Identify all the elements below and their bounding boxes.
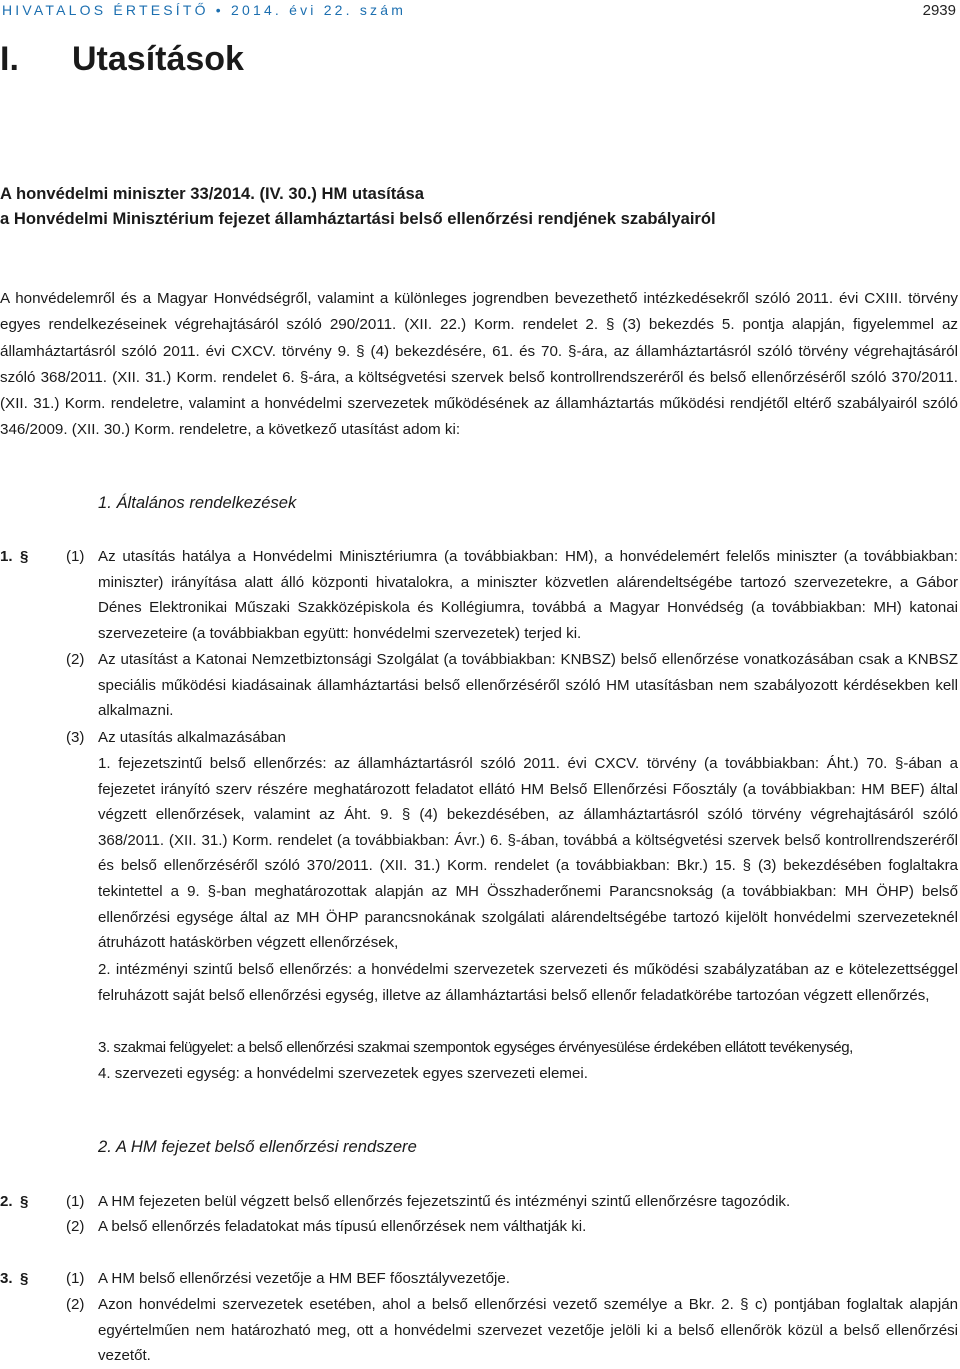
document-title-line-1: A honvédelmi miniszter 33/2014. (IV. 30.) HM utasítása bbox=[0, 184, 424, 203]
subsection-text: Az utasítás hatálya a Honvédelmi Minisztériumra (a továbbiakban: HM), a honvédelemért felelős miniszter (a továbbiakban: miniszter) irányítása alatt álló központi hivatalokra, a miniszter közvetlen alárendeltségébe tartozó szervezetekre, a Gábor Dénes Elektronikai Műszaki Szakközépiskola és Kollégiumra, továbbá a Magyar Honvédség (a továbbiakban: MH) katonai szervezeteire (a továbbiakban együtt: honvédelmi szervezetek) terjed ki. bbox=[98, 548, 958, 642]
subsection-text: Azon honvédelmi szervezetek esetében, ahol a belső ellenőrzési vezető személye a Bkr. 2. § c) pontjában foglaltak alapján egyértelműen nem határozható meg, ott a honvédelmi szervezet vezetője jelöli ki a belső ellenőrök közül a belső ellenőrzési vezetőt. bbox=[98, 1296, 958, 1365]
section-heading-1: 1. Általános rendelkezések bbox=[98, 493, 297, 512]
subsection-text: A HM belső ellenőrzési vezetője a HM BEF főosztályvezetője. bbox=[98, 1270, 510, 1287]
paragraph-number: 1. bbox=[0, 548, 13, 565]
chapter-title: Utasítások bbox=[72, 40, 244, 78]
preamble: A honvédelemről és a Magyar Honvédségről, valamint a különleges jogrendben bevezethető intézkedésekről szóló 2011. évi CXIII. törvény egyes rendelkezéseinek végrehajtásáról szóló 290/2011. (XII. 22.) Korm. rendelet 2. § (3) bekezdés 5. pontja alapján, figyelemmel az államháztartásról szóló 2011. évi CXCV. törvény 9. § (4) bekezdésére, 61. és 70. §-ára, az államháztartásról szóló törvény végrehajtásáról szóló 368/2011. (XII. 31.) Korm. rendelet 6. §-ára, a költségvetési szervek belső kontrollrendszeréről és belső ellenőrzéséről szóló 370/2011. (XII. 31.) Korm. rendeletre, valamint a honvédelmi szervezetek működésének az államháztartás működési rendjétől eltérő szabályairól szóló 346/2009. (XII. 30.) Korm. rendeletre, a következő utasítást adom ki: bbox=[0, 290, 958, 439]
section-sign: § bbox=[20, 548, 29, 565]
section-sign: § bbox=[20, 1193, 29, 1210]
subsection-text: A HM fejezeten belül végzett belső ellenőrzés fejezetszintű és intézményi szintű ellenőrzésre tagozódik. bbox=[98, 1193, 791, 1210]
subsection-text: Az utasítás alkalmazásában bbox=[98, 729, 286, 746]
subsection-number: (1) bbox=[66, 548, 85, 565]
document-title bbox=[0, 181, 716, 231]
subsection-text: Az utasítást a Katonai Nemzetbiztonsági Szolgálat (a továbbiakban: KNBSZ) belső ellenőrzése vonatkozásában csak a KNBSZ speciális működési kiadásainak államháztartási belső ellenőrzéséről szóló HM utasításban nem szabályozott kérdésekben kell alkalmazni. bbox=[98, 651, 958, 720]
publication-header: HIVATALOS ÉRTESÍTŐ • 2014. évi 22. szám bbox=[2, 2, 407, 18]
subsection-text: A belső ellenőrzés feladatokat más típusú ellenőrzések nem válthatják ki. bbox=[98, 1218, 587, 1235]
definition-item-2: 2. intézményi szintű belső ellenőrzés: a honvédelmi szervezetek szervezeti és működési szabályzatában az e kötelezettséggel felruházott saját belső ellenőrzési egység, illetve az államháztartási belső ellenőr feladatkörébe tartozóan végzett ellenőrzés, bbox=[98, 961, 958, 1004]
document-title-line-2: a Honvédelmi Minisztérium fejezet államháztartási belső ellenőrzési rendjének szabályairól bbox=[0, 209, 716, 228]
subsection-number: (2) bbox=[66, 1296, 85, 1313]
definition-item-3: 3. szakmai felügyelet: a belső ellenőrzési szakmai szempontok egységes érvényesülése érdekében ellátott tevékenység, bbox=[98, 1039, 853, 1056]
definition-item-4: 4. szervezeti egység: a honvédelmi szervezetek egyes szervezeti elemei. bbox=[98, 1065, 588, 1082]
paragraph-number: 3. bbox=[0, 1270, 13, 1287]
paragraph-number: 2. bbox=[0, 1193, 13, 1210]
subsection-number: (1) bbox=[66, 1270, 85, 1287]
subsection-number: (3) bbox=[66, 729, 85, 746]
subsection-number: (1) bbox=[66, 1193, 85, 1210]
subsection-number: (2) bbox=[66, 651, 85, 668]
section-sign: § bbox=[20, 1270, 29, 1287]
definition-item-1: 1. fejezetszintű belső ellenőrzés: az államháztartásról szóló 2011. évi CXCV. törvény (a továbbiakban: Áht.) 70. §-ában a fejezetet irányító szerv részére meghatározott feladatot ellátó HM Belső Ellenőrzési Főosztály (a továbbiakban: HM BEF) által végzett ellenőrzések, valamint az Áht. 9. § (4) bekezdésében, az államháztartásról szóló törvény végrehajtásáról szóló 368/2011. (XII. 31.) Korm. rendelet (a továbbiakban: Ávr.) 6. §-ában, továbbá a költségvetési szervek belső kontrollrendszeréről és belső ellenőrzéséről szóló 370/2011. (XII. 31.) Korm. rendelet (a továbbiakban: Bkr.) 15. § (3) bekezdésében foglaltakra tekintettel a 9. §-ban meghatározottak alapján az MH Összhaderőnemi Parancsnokság (a továbbiakban: MH ÖHP) belső ellenőrzési egysége által az MH ÖHP parancsnokának szolgálati alárendeltségébe tartozó kijelölt honvédelmi szervezeteknél átruházott hatáskörben végzett ellenőrzések, bbox=[98, 755, 958, 952]
subsection-number: (2) bbox=[66, 1218, 85, 1235]
page-number: 2939 bbox=[922, 2, 956, 19]
chapter-number: I. bbox=[0, 40, 19, 78]
section-heading-2: 2. A HM fejezet belső ellenőrzési rendszere bbox=[98, 1137, 417, 1156]
chapter-heading bbox=[0, 40, 244, 79]
